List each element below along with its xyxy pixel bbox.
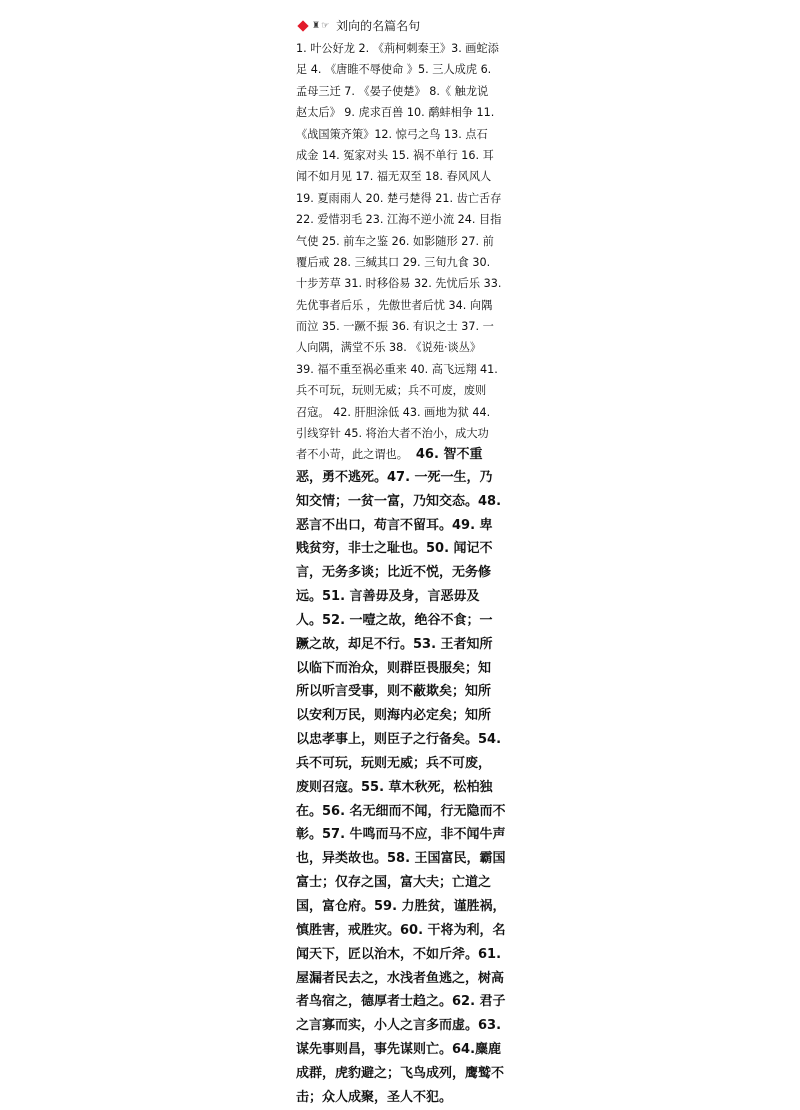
line-text-bold-tail: 46. 智不重 (415, 447, 483, 463)
line-text: 足 4. 《唐睢不辱使命 》5. 三人成虎 6. (296, 63, 492, 77)
text-line (296, 1062, 518, 1086)
text-line (296, 704, 518, 728)
line-text: 闻不如月见 17. 福无双至 18. 春风风人 (296, 170, 492, 184)
text-line (296, 81, 518, 102)
line-text: 十步芳草 31. 时移俗易 32. 先忧后乐 33. (296, 277, 502, 291)
line-text: 而泣 35. 一蹶不振 36. 有识之士 37. 一 (296, 320, 494, 334)
line-text: 谋先事则昌，事先谋则亡。64.麋鹿 (296, 1042, 502, 1058)
line-text: 人。52. 一噎之故，绝谷不食；一 (296, 612, 493, 628)
line-text: 39. 福不重至祸必重来 40. 高飞远翔 41. (296, 362, 498, 376)
line-text: 恶言不出口，苟言不留耳。49. 卑 (296, 517, 493, 533)
text-line (296, 124, 518, 145)
line-text: 言，无务多谈；比近不悦，无务修 (296, 565, 492, 581)
text-line (296, 423, 518, 444)
text-line (296, 490, 518, 514)
line-text: 废则召寇。55. 草木秋死，松柏独 (296, 779, 493, 795)
line-text: 知交情；一贫一富，乃知交态。48. (296, 493, 502, 509)
line-text: 赵太后》 9. 虎求百兽 10. 鹬蚌相争 11. (296, 106, 495, 120)
text-line (296, 102, 518, 123)
document-title: 刘向的名篇名句 (336, 19, 421, 33)
text-line (296, 633, 518, 657)
text-line (296, 402, 518, 423)
quotes-document (296, 14, 518, 1110)
text-line (296, 337, 518, 358)
text-line (296, 38, 518, 59)
text-line (296, 919, 518, 943)
text-line (296, 188, 518, 209)
line-text: 成群，虎豹避之；飞鸟成列，鹰鹫不 (296, 1065, 505, 1081)
text-line (296, 380, 518, 401)
text-line (296, 537, 518, 561)
line-text: 22. 爱惜羽毛 23. 江海不逆小流 24. 目指 (296, 213, 502, 227)
text-line (296, 252, 518, 273)
text-line (296, 1086, 518, 1110)
line-text: 所以听言受事，则不蔽欺矣；知所 (296, 684, 492, 700)
line-text: 人向隅，满堂不乐 38. 《说苑·谈丛》 (296, 341, 482, 355)
line-text: 慎胜害，戒胜灾。60. 干将为利，名 (296, 922, 506, 938)
text-line (296, 728, 518, 752)
line-text: 以安利万民，则海内必定矣；知所 (296, 708, 492, 724)
text-line (296, 585, 518, 609)
line-text: 兵不可玩，玩则无威；兵不可废，废则 (296, 384, 487, 398)
line-text: 《战国策齐策》12. 惊弓之鸟 13. 点石 (296, 127, 488, 141)
line-text: 者鸟宿之，德厚者士趋之。62. 君子 (296, 994, 506, 1010)
text-line (296, 444, 518, 465)
text-line (296, 273, 518, 294)
text-line (296, 847, 518, 871)
line-text: 1. 叶公好龙 2. 《荊柯刺秦王》3. 画蛇添 (296, 42, 499, 55)
line-text: 富士；仅存之国，富大夫；亡道之 (296, 875, 492, 891)
text-line (296, 1014, 518, 1038)
line-text: 者不小苛，此之谓也。 (296, 448, 408, 462)
emoji-icons (312, 14, 330, 38)
text-line (296, 800, 518, 824)
line-text: 在。56. 名无细而不闻，行无隐而不 (296, 803, 506, 819)
line-text: 覆后戒 28. 三缄其口 29. 三旬九食 30. (296, 255, 491, 269)
line-text: 恶，勇不逃死。47. 一死一生，乃 (296, 469, 493, 485)
line-text: 远。51. 言善毋及身，言恶毋及 (296, 589, 480, 605)
text-line (296, 990, 518, 1014)
pot-icon: ♜ (312, 21, 322, 31)
text-line (296, 514, 518, 538)
line-text: 召寇。 42. 肝胆涂低 43. 画地为狱 44. (296, 405, 491, 419)
text-line (296, 871, 518, 895)
line-text: 闻天下，匠以治木，不如斤斧。61. (296, 946, 502, 962)
red-diamond-icon (297, 20, 308, 31)
line-text: 贱贫穷，非士之耻也。50. 闻记不 (296, 541, 493, 557)
line-text: 之言寡而实，小人之言多而虚。63. (296, 1018, 502, 1034)
text-line (296, 145, 518, 166)
text-line (296, 231, 518, 252)
line-text: 以忠孝事上，则臣子之行备矣。54. (296, 732, 502, 748)
line-text: 引线穿针 45. 将治大者不治小，成大功 (296, 427, 489, 441)
line-text: 先优事者后乐 ，先傲世者后忧 34. 向隅 (296, 298, 493, 312)
text-line (296, 776, 518, 800)
text-line (296, 359, 518, 380)
line-text: 兵不可玩，玩则无威；兵不可废， (296, 755, 492, 771)
text-line (296, 823, 518, 847)
line-text: 以临下而治众，则群臣畏服矣；知 (296, 660, 492, 676)
text-line (296, 209, 518, 230)
text-line (296, 752, 518, 776)
line-text: 孟母三迁 7. 《晏子使楚》 8.《 触龙说 (296, 84, 489, 98)
line-text: 国，富仓府。59. 力胜贫，谨胜祸， (296, 899, 506, 914)
text-line (296, 609, 518, 633)
line-text: 成金 14. 冤家对头 15. 祸不单行 16. 耳 (296, 148, 494, 162)
hand-pointing-icon: ☞ (321, 21, 331, 31)
text-line (296, 561, 518, 585)
line-text: 也，异类故也。58. 王国富民，霸国 (296, 851, 506, 867)
text-line (296, 59, 518, 80)
line-text: 彰。57. 牛鸣而马不应，非不闻牛声 (296, 827, 506, 843)
line-text: 19. 夏雨雨人 20. 楚弓楚得 21. 齿亡舌存 (296, 191, 502, 205)
text-line (296, 295, 518, 316)
line-text: 击；众人成聚，圣人不犯。 (296, 1089, 453, 1105)
text-line (296, 657, 518, 681)
document-header (296, 14, 518, 38)
quote-list (296, 38, 518, 1110)
line-text: 蹶之故，却足不行。53. 王者知所 (296, 636, 493, 652)
line-text: 气使 25. 前车之鉴 26. 如影随形 27. 前 (296, 234, 494, 248)
line-text: 屋漏者民去之，水浅者鱼逃之，树高 (296, 970, 505, 986)
text-line (296, 466, 518, 490)
text-line (296, 316, 518, 337)
text-line (296, 895, 518, 919)
text-line (296, 1038, 518, 1062)
text-line (296, 967, 518, 991)
text-line (296, 166, 518, 187)
text-line (296, 943, 518, 967)
text-line (296, 680, 518, 704)
